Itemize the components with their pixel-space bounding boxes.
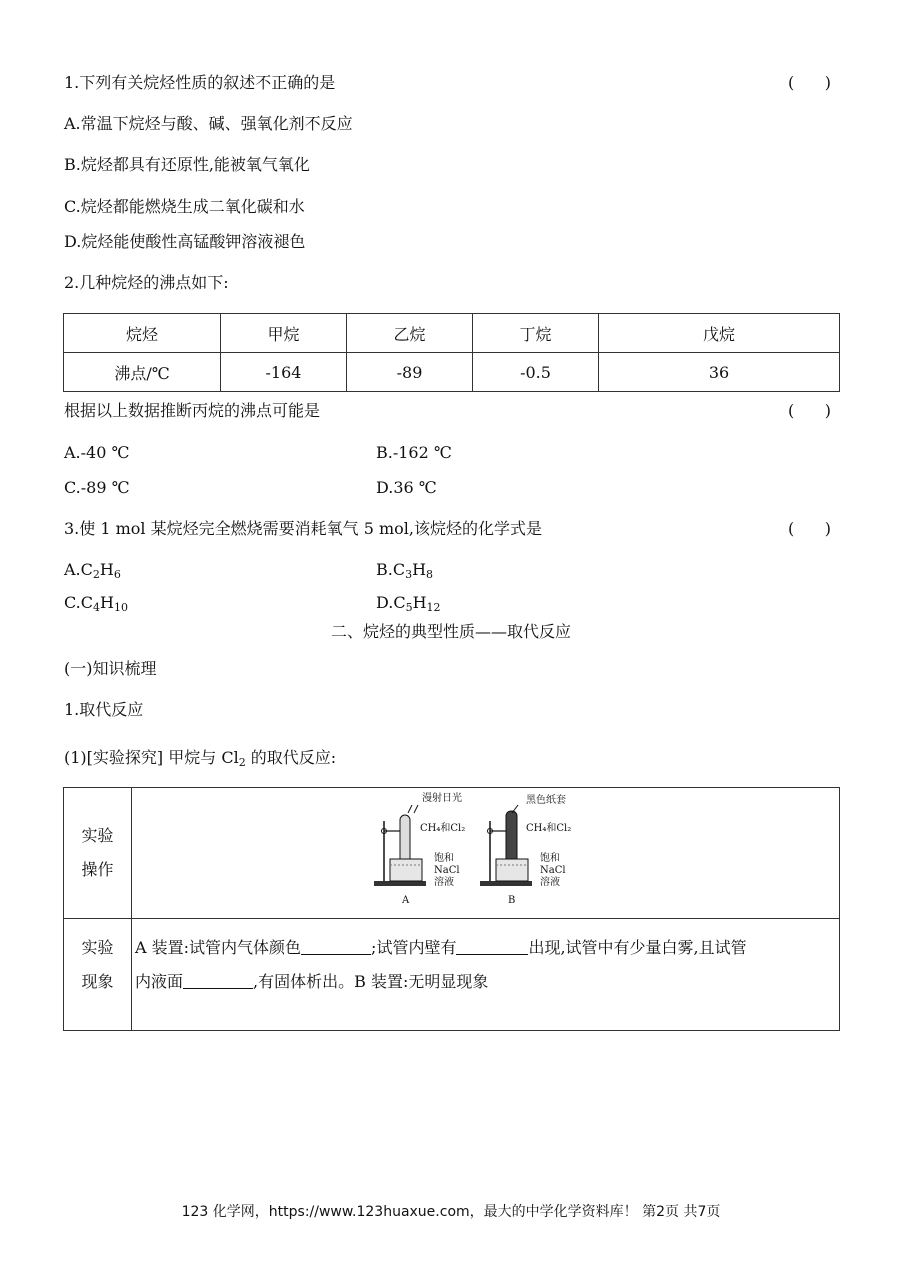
row-label: 操作 — [81, 860, 114, 879]
formula-text: B.C — [376, 560, 406, 579]
answer-blank[interactable] — [456, 940, 528, 955]
formula-subscript: 2 — [92, 568, 100, 581]
phenomenon-text: ;试管内壁有 — [371, 938, 457, 957]
table-cell: 沸点/℃ — [64, 353, 221, 392]
row-label: 实验 — [81, 938, 114, 957]
q3-answer-paren: ( ) — [788, 519, 831, 538]
label-solution: 溶液 — [434, 877, 454, 888]
q3-option-c — [64, 593, 128, 613]
q2-option-a: A.-40 ℃ — [64, 443, 130, 462]
formula-subscript: 8 — [426, 568, 434, 581]
table-row — [64, 314, 840, 353]
phenomenon-line-2 — [135, 965, 837, 999]
operation-label-cell — [64, 788, 132, 919]
q1-option-b: B.烷烃都具有还原性,能被氧气氧化 — [64, 155, 310, 174]
formula-text: D.C — [376, 593, 406, 612]
q1-option-a: A.常温下烷烃与酸、碱、强氧化剂不反应 — [64, 114, 353, 133]
stand-base — [480, 881, 532, 886]
stand-base — [374, 881, 426, 886]
table-row — [64, 788, 840, 919]
table-header-cell: 丁烷 — [473, 314, 599, 353]
light-arrow-icon — [414, 805, 418, 813]
q2-option-c: C.-89 ℃ — [64, 478, 130, 497]
table-header-cell: 戊烷 — [599, 314, 840, 353]
formula-text: A.C — [64, 560, 93, 579]
formula-text: H — [100, 593, 114, 612]
formula-subscript: 12 — [426, 601, 441, 614]
apparatus-a — [374, 791, 465, 906]
phenomenon-text: 内液面 — [135, 972, 184, 991]
q1-option-d: D.烷烃能使酸性高锰酸钾溶液褪色 — [64, 232, 306, 251]
label-gas: CH₄和Cl₂ — [526, 823, 572, 834]
q1-option-c: C.烷烃都能燃烧生成二氧化碳和水 — [64, 197, 305, 216]
phenomenon-text: A 装置:试管内气体颜色 — [135, 938, 302, 957]
table-header-cell: 甲烷 — [221, 314, 347, 353]
q2-question: 根据以上数据推断丙烷的沸点可能是 — [64, 401, 321, 420]
table-header-cell: 乙烷 — [347, 314, 473, 353]
formula-text: H — [412, 593, 427, 612]
row-label: 实验 — [81, 826, 114, 845]
table-header-cell: 烷烃 — [64, 314, 221, 353]
row-label: 现象 — [81, 972, 114, 991]
label-apparatus-a: A — [402, 895, 410, 906]
q2-stem: 2.几种烷烃的沸点如下: — [64, 273, 229, 292]
q1-answer-paren: ( ) — [788, 73, 831, 92]
apparatus-b — [480, 793, 571, 906]
beaker — [496, 859, 528, 881]
boiling-point-table — [63, 313, 840, 392]
heading-text: 的取代反应: — [245, 748, 337, 767]
formula-subscript: 6 — [113, 568, 121, 581]
q1-stem: 1.下列有关烷烃性质的叙述不正确的是 — [64, 73, 336, 92]
label-black-cover: 黑色纸套 — [526, 795, 566, 806]
q2-option-b: B.-162 ℃ — [376, 443, 452, 462]
table-row — [64, 919, 840, 1031]
phenomenon-text: ,有固体析出。B 装置:无明显现象 — [253, 972, 489, 991]
formula-subscript: 4 — [93, 601, 100, 614]
label-diffuse-light: 漫射日光 — [422, 793, 462, 804]
table-cell: 36 — [599, 353, 840, 392]
label-solution: 饱和 — [434, 853, 454, 864]
label-solution: NaCl — [540, 865, 566, 876]
formula-text: H — [99, 560, 114, 579]
experiment-table — [63, 787, 840, 1031]
phenomenon-label-cell — [64, 919, 132, 1031]
beaker — [390, 859, 422, 881]
formula-subscript: 2 — [238, 756, 246, 769]
phenomenon-line-1 — [135, 931, 837, 965]
label-solution: 饱和 — [540, 853, 560, 864]
formula-text: C.C — [64, 593, 93, 612]
q3-option-d — [376, 593, 441, 613]
subsection-heading: (一)知识梳理 — [64, 659, 157, 678]
table-cell: -164 — [221, 353, 347, 392]
apparatus-diagram-cell — [132, 788, 840, 919]
q3-stem: 3.使 1 mol 某烷烃完全燃烧需要消耗氧气 5 mol,该烷烃的化学式是 — [64, 519, 542, 538]
page-footer: 123 化学网，https://www.123huaxue.com，最大的中学化学资料库！ 第2页 共7页 — [181, 1204, 721, 1220]
phenomenon-text: 出现,试管中有少量白雾,且试管 — [528, 938, 747, 957]
q2-option-d: D.36 ℃ — [376, 478, 437, 497]
topic-heading: 1.取代反应 — [64, 700, 144, 719]
q3-option-b — [376, 560, 433, 580]
q3-option-a — [64, 560, 121, 580]
heading-text: (1)[实验探究] 甲烷与 Cl — [64, 748, 239, 767]
table-cell: -0.5 — [473, 353, 599, 392]
q2-answer-paren: ( ) — [788, 401, 831, 420]
formula-subscript: 3 — [405, 568, 413, 581]
experiment-heading — [64, 748, 336, 768]
label-apparatus-b: B — [508, 895, 516, 906]
formula-text: H — [412, 560, 427, 579]
formula-subscript: 10 — [113, 601, 128, 614]
table-cell: -89 — [347, 353, 473, 392]
formula-subscript: 5 — [405, 601, 413, 614]
label-solution: 溶液 — [540, 877, 560, 888]
section-title: 二、烷烃的典型性质——取代反应 — [330, 622, 571, 641]
answer-blank[interactable] — [183, 974, 253, 989]
apparatus-diagram — [368, 791, 608, 915]
answer-blank[interactable] — [301, 940, 371, 955]
phenomenon-cell — [132, 919, 840, 1031]
light-arrow-icon — [408, 805, 412, 813]
label-gas: CH₄和Cl₂ — [420, 823, 466, 834]
table-row — [64, 353, 840, 392]
label-solution: NaCl — [434, 865, 460, 876]
